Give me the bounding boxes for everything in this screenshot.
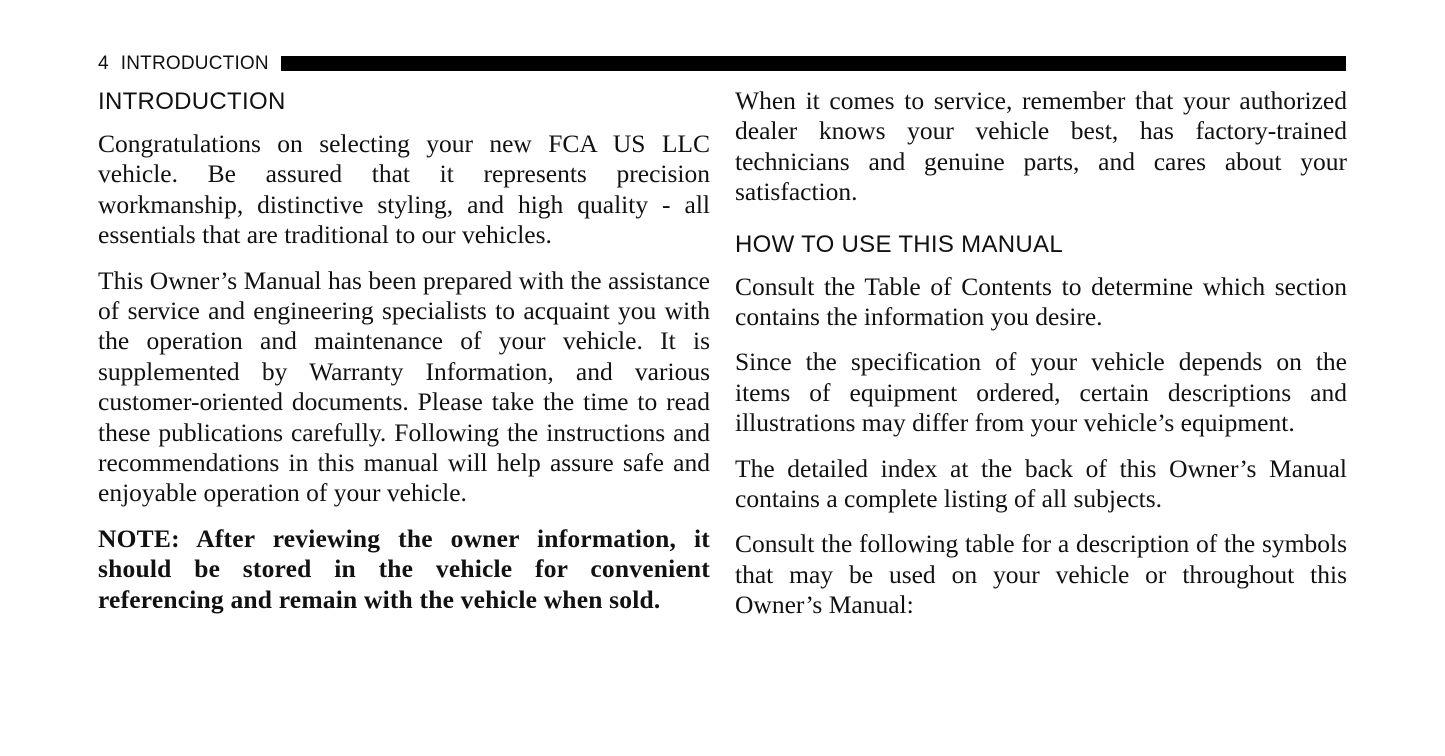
page-number: 4 <box>98 53 109 74</box>
paragraph-manual-prepared: This Owner’s Manual has been prepared with the assistance of service and engineering specialists to acquaint you with the operation and maintenance of your vehicle. It is supplemented by Warranty Information, and various customer-oriented documents. Please take the time to read these publications carefully. Following the instructions and recommendations in this manual will help assure safe and enjoyable operation of your vehicle. <box>98 265 710 508</box>
paragraph-table-of-contents: Consult the Table of Contents to determine which section contains the information you desire. <box>735 271 1347 332</box>
left-column <box>98 86 710 630</box>
section-heading-how-to-use: HOW TO USE THIS MANUAL <box>735 230 1063 258</box>
section-heading-introduction: INTRODUCTION <box>98 88 286 115</box>
running-section-title: INTRODUCTION <box>120 53 269 74</box>
page-header <box>98 52 1346 76</box>
right-column <box>735 86 1347 636</box>
note-paragraph: NOTE: After reviewing the owner information, it should be stored in the vehicle for convenient referencing and remain with the vehicle when sold. <box>98 523 710 614</box>
paragraph-service: When it comes to service, remember that your authorized dealer knows your vehicle best, has factory-trained technicians and genuine parts, and cares about your satisfaction. <box>735 86 1347 207</box>
paragraph-specification: Since the specification of your vehicle depends on the items of equipment ordered, certain descriptions and illustrations may differ from your vehicle’s equipment. <box>735 347 1347 438</box>
paragraph-symbols: Consult the following table for a description of the symbols that may be used on your vehicle or throughout this Owner’s Manual: <box>735 529 1347 620</box>
header-rule <box>281 56 1346 71</box>
paragraph-congratulations: Congratulations on selecting your new FCA US LLC vehicle. Be assured that it represents precision workmanship, distinctive styling, and high quality - all essentials that are traditional to our vehicles. <box>98 129 710 250</box>
paragraph-index: The detailed index at the back of this Owner’s Manual contains a complete listing of all subjects. <box>735 453 1347 514</box>
